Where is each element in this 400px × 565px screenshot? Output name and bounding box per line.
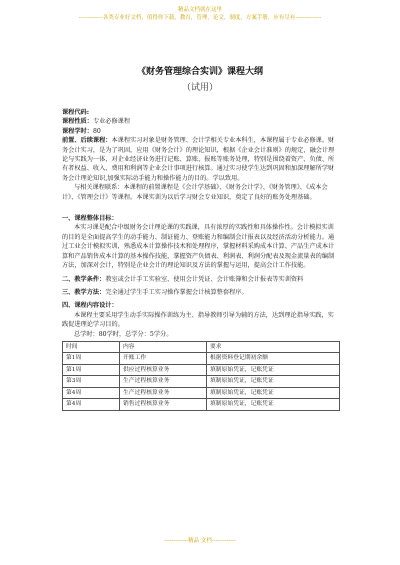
table-cell: 根据资料登记期初余额 [207,353,340,365]
table-cell: 供应过程核算业务 [120,364,207,376]
course-hours-label: 课程学时： [62,127,93,135]
table-cell: 生产过程核算业务 [120,376,207,388]
table-cell: 第3周 [63,376,120,388]
table-cell: 第1周 [63,364,120,376]
table-header-cell: 要求 [207,341,340,353]
document-title: 《财务管理综合实训》课程大纲 [136,67,263,77]
section-3-label: 三、教学方法： [62,288,106,296]
section-2-text: 教室或会计手工实验室，使用会计凭证、会计账簿和会计报表等实训资料 [105,275,304,283]
section-2-line [62,275,340,284]
section-1-text: 本实习课是配合中级财务会计理论课的实践课，具有浓厚的实践性和具体操作性。会计模拟实训的目的是全面提高学生的动手能力、制证能力、登账能力和编制会计报表以及经济活动分析能力。通过工业会计模拟实训，熟悉成本计算操作技术和处理程序，掌握材料采购成本计算、产品生产成本计算和产品销售成本计算的基本操作技能，掌握资产负债表、利润表、利润分配表及现金流量表的编制方法，加深对会计，特别是企业会计的理论知识及方法的掌握与运用，提高会计工作技能。 [62,224,335,270]
section-3-text: 完全通过学生手工实习操作掌握会计核算整套程序。 [105,288,248,296]
table-row [63,364,340,376]
table-row [63,353,340,365]
document-body [62,108,340,411]
table-cell: 第1周 [63,353,120,365]
section-1-title: 一、课程整体目标： [62,215,118,223]
section-4-text-2: 总学时：80学时，总学分：5学分。 [74,330,173,338]
table-cell: 开账工作 [120,353,207,365]
course-hours-line [62,127,340,136]
prerequisite-label: 前置、后续课程： [62,137,112,145]
table-header-cell: 时间 [63,341,120,353]
course-code-line [62,108,340,117]
prerequisite-paragraph [62,136,340,183]
table-row [63,399,340,411]
course-hours-value: 80 [92,127,101,135]
prerequisite-text: 本课程实习对象是财务管理、会计学相关专业本科生，本课程属于专业必修课。财务会计实习，是为了巩固，应用《财务会计》的理论知识，根据《企业会计准则》的规定，融会计理论与实践为一体，对企业经济业务进行记账、算账、报账等账务处理，特别是围绕着资产、负债、所有者权益、收入、费用和利润等企业会计事项进行核算。通过实习使学生达到巩固和加深理解所学财务会计理论知识,加强实际动手能力和操作能力的目的。学以致用。 [62,137,335,182]
table-cell: 第4周 [63,399,120,411]
header-line-2: -------------各类专业好文档，值得你下载，教育，管理，论文，制度，方案手册，应有尽有-------------- [78,15,322,21]
table-cell: 销售过程核算业务 [120,399,207,411]
course-code-label: 课程代码: [62,109,90,116]
table-cell: 第4周 [63,387,120,399]
section-3-line [62,288,340,297]
related-courses-paragraph: 与相关课程联系：本课程的前置课程是《会计学基础》、《财务会计学》、《财务管理》、《成本会计》、《管理会计》等课程。本课实训为以后学习财会专业知识，奠定了良好的账务处理基础。 [62,184,328,201]
section-4-text-1: 本课程主要采用学生动手实际操作训练为主、指导教师引导为辅的方法，达到理论指导实践，实践促进理论学习目的。 [62,311,334,329]
table-cell: 生产过程核算业务 [120,387,207,399]
table-header-row [63,341,340,353]
schedule-table [62,341,340,411]
table-header-cell: 内容 [120,341,207,353]
header-line-1: 精品文档就在这里 [177,7,222,13]
course-nature-value: 专业必修课程 [92,118,131,126]
section-2-label: 二、教学条件： [62,275,106,283]
table-cell: 填制原始凭证，记账凭证 [207,399,340,411]
page-footer: -------------精品 文档------------- [163,538,237,544]
course-nature-label: 课程性质： [62,118,93,126]
table-cell: 填制原始凭证，记账凭证 [207,387,340,399]
section-4-title: 四、课程内容设计： [62,302,118,310]
document-subtitle: （试用） [181,83,218,93]
page-header [0,6,400,22]
table-cell: 填制原始凭证，记账凭证 [207,364,340,376]
course-nature-line [62,117,340,126]
table-cell: 填制原始凭证，记账凭证 [207,376,340,388]
table-row [63,376,340,388]
table-row [63,387,340,399]
